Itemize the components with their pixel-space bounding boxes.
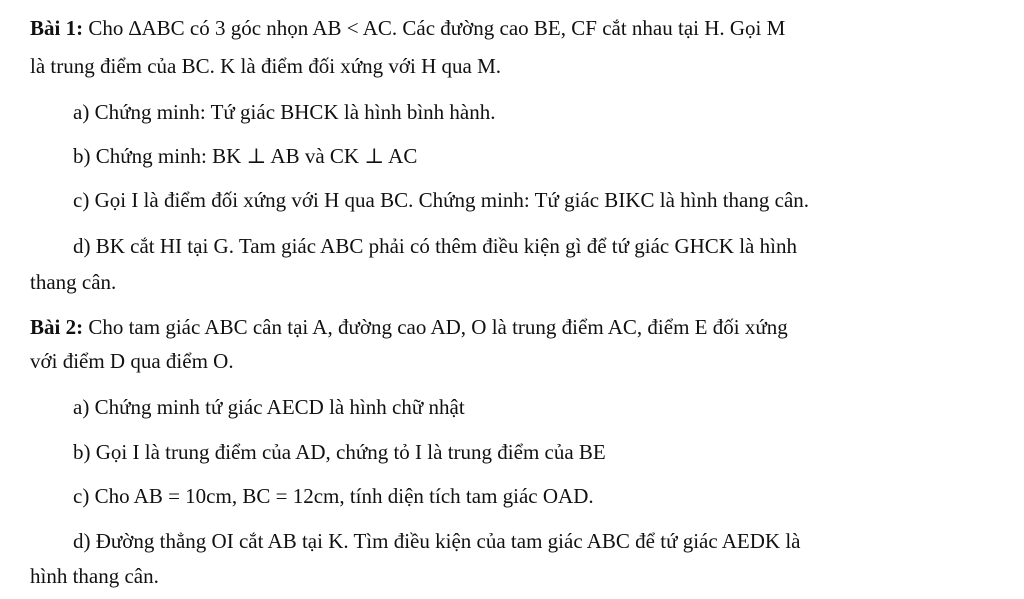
bai2-part-c: c) Cho AB = 10cm, BC = 12cm, tính diện tích tam giác OAD. (73, 484, 594, 508)
bai2-part-d-line2: hình thang cân. (30, 564, 159, 588)
bai2-line1 (30, 317, 788, 338)
bai2-text1: Cho tam giác ABC cân tại A, đường cao AD, O là trung điểm AC, điểm E đối xứng (88, 315, 788, 339)
bai1-text1: Cho ∆ABC có 3 góc nhọn AB < AC. Các đường cao BE, CF cắt nhau tại H. Gọi M (88, 16, 786, 40)
bai1-part-a: a) Chứng minh: Tứ giác BHCK là hình bình hành. (73, 100, 496, 124)
bai1-label: Bài 1: (30, 16, 84, 40)
bai1-part-d-line1: d) BK cắt HI tại G. Tam giác ABC phải có thêm điều kiện gì để tứ giác GHCK là hình (73, 234, 797, 258)
bai2-part-a: a) Chứng minh tứ giác AECD là hình chữ nhật (73, 395, 465, 419)
bai1-part-c: c) Gọi I là điểm đối xứng với H qua BC. Chứng minh: Tứ giác BIKC là hình thang cân. (73, 188, 810, 212)
bai1-part-b: b) Chứng minh: BK ⊥ AB và CK ⊥ AC (73, 144, 418, 168)
bai1-line1 (30, 18, 785, 39)
bai2-part-d-line1: d) Đường thẳng OI cắt AB tại K. Tìm điều kiện của tam giác ABC để tứ giác AEDK là (73, 529, 801, 553)
bai2-part-b: b) Gọi I là trung điểm của AD, chứng tỏ I là trung điểm của BE (73, 440, 606, 464)
bai2-label: Bài 2: (30, 315, 84, 339)
bai2-line2: với điểm D qua điểm O. (30, 349, 234, 373)
bai1-part-d-line2: thang cân. (30, 270, 117, 294)
bai1-line2: là trung điểm của BC. K là điểm đối xứng với H qua M. (30, 54, 502, 78)
